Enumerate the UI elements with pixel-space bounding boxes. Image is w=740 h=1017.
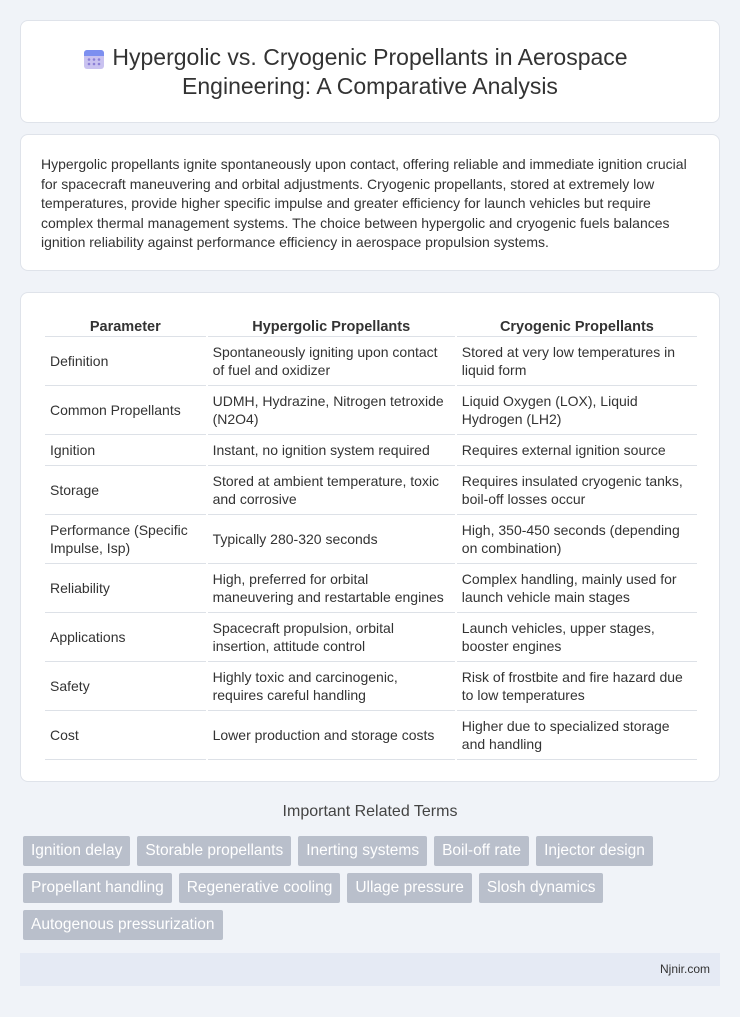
tag-inerting-systems[interactable]: Inerting systems — [298, 836, 427, 866]
cell-hypergolic: High, preferred for orbital maneuvering and restartable engines — [208, 564, 455, 613]
cell-cryogenic: Stored at very low temperatures in liquid form — [457, 337, 697, 386]
tag-propellant-handling[interactable]: Propellant handling — [23, 873, 172, 903]
cell-parameter: Safety — [45, 662, 206, 711]
header-parameter: Parameter — [45, 315, 206, 337]
table-row — [45, 435, 697, 466]
cell-hypergolic: Highly toxic and carcinogenic, requires careful handling — [208, 662, 455, 711]
cell-cryogenic: Launch vehicles, upper stages, booster engines — [457, 613, 697, 662]
cell-cryogenic: Complex handling, mainly used for launch vehicle main stages — [457, 564, 697, 613]
cell-cryogenic: Requires external ignition source — [457, 435, 697, 466]
table-row — [45, 386, 697, 435]
related-terms-title: Important Related Terms — [282, 803, 458, 820]
cell-hypergolic: Spontaneously igniting upon contact of fuel and oxidizer — [208, 337, 455, 386]
cell-parameter: Applications — [45, 613, 206, 662]
cell-cryogenic: Requires insulated cryogenic tanks, boil-off losses occur — [457, 466, 697, 515]
table-header-row — [45, 315, 697, 337]
cell-cryogenic: Liquid Oxygen (LOX), Liquid Hydrogen (LH2) — [457, 386, 697, 435]
table-row — [45, 337, 697, 386]
cell-hypergolic: Instant, no ignition system required — [208, 435, 455, 466]
header-cryogenic: Cryogenic Propellants — [457, 315, 697, 337]
tag-slosh-dynamics[interactable]: Slosh dynamics — [479, 873, 604, 903]
tag-regenerative-cooling[interactable]: Regenerative cooling — [179, 873, 341, 903]
tag-boil-off-rate[interactable]: Boil-off rate — [434, 836, 529, 866]
cell-parameter: Reliability — [45, 564, 206, 613]
header-hypergolic: Hypergolic Propellants — [208, 315, 455, 337]
tag-ullage-pressure[interactable]: Ullage pressure — [347, 873, 472, 903]
page-title — [21, 43, 719, 101]
cell-cryogenic: Higher due to specialized storage and handling — [457, 711, 697, 760]
table-row — [45, 515, 697, 564]
tag-ignition-delay[interactable]: Ignition delay — [23, 836, 130, 866]
summary-text: Hypergolic propellants ignite spontaneously upon contact, offering reliable and immediate ignition crucial for spacecraft maneuvering and orbital adjustments. Cryogenic propellants, stored at extremely low temperatures, provide higher specific impulse and greater efficiency for launch vehicles but require complex thermal management systems. The choice between hypergolic and cryogenic fuels balances ignition reliability against performance efficiency in aerospace propulsion systems. — [41, 156, 687, 250]
cell-hypergolic: Lower production and storage costs — [208, 711, 455, 760]
table-row — [45, 466, 697, 515]
related-terms-tags — [23, 836, 683, 940]
cell-parameter: Common Propellants — [45, 386, 206, 435]
summary-card — [20, 134, 720, 271]
cell-hypergolic: Typically 280-320 seconds — [208, 515, 455, 564]
table-row — [45, 662, 697, 711]
cell-hypergolic: UDMH, Hydrazine, Nitrogen tetroxide (N2O4) — [208, 386, 455, 435]
footer — [20, 953, 720, 986]
tag-storable-propellants[interactable]: Storable propellants — [137, 836, 291, 866]
page-title-line2: Engineering: A Comparative Analysis — [182, 73, 558, 99]
cell-parameter: Definition — [45, 337, 206, 386]
table-row — [45, 564, 697, 613]
cell-cryogenic: High, 350-450 seconds (depending on combination) — [457, 515, 697, 564]
cell-parameter: Performance (Specific Impulse, Isp) — [45, 515, 206, 564]
cell-cryogenic: Risk of frostbite and fire hazard due to low temperatures — [457, 662, 697, 711]
table-row — [45, 613, 697, 662]
cell-parameter: Cost — [45, 711, 206, 760]
tag-injector-design[interactable]: Injector design — [536, 836, 653, 866]
cell-parameter: Ignition — [45, 435, 206, 466]
page-title-line1: Hypergolic vs. Cryogenic Propellants in Aerospace — [112, 44, 628, 70]
table-row — [45, 711, 697, 760]
comparison-table-card — [20, 292, 720, 782]
cell-hypergolic: Spacecraft propulsion, orbital insertion, attitude control — [208, 613, 455, 662]
comparison-table — [43, 315, 699, 760]
title-card — [20, 20, 720, 123]
cell-parameter: Storage — [45, 466, 206, 515]
footer-site-link[interactable]: Njnir.com — [659, 962, 710, 976]
cell-hypergolic: Stored at ambient temperature, toxic and corrosive — [208, 466, 455, 515]
tag-autogenous-pressurization[interactable]: Autogenous pressurization — [23, 910, 223, 940]
